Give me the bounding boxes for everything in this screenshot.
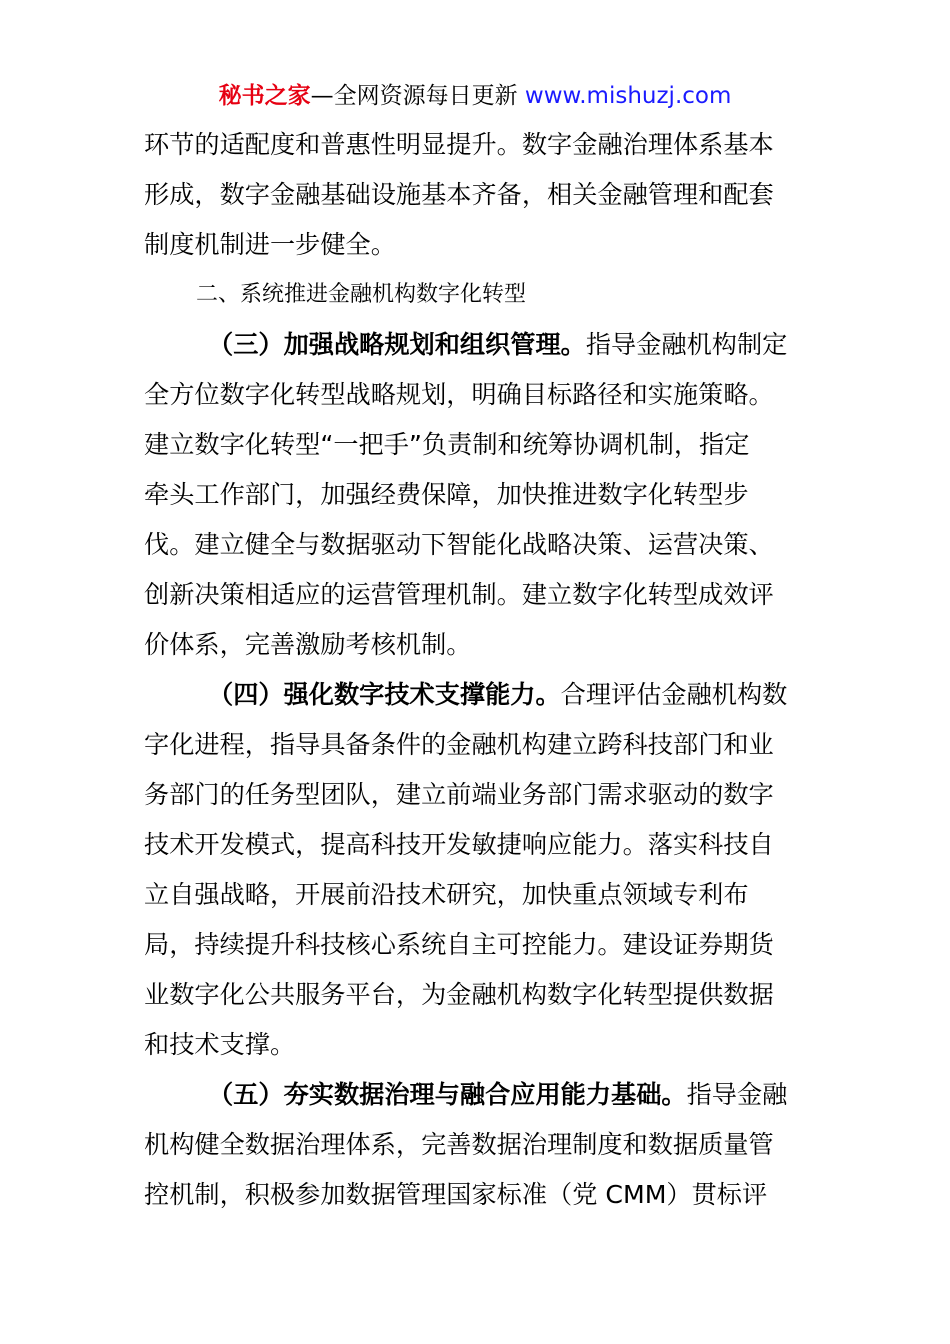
- line-text: 局，持续提升科技核心系统自主可控能力。建设证券期货: [144, 930, 774, 959]
- text-line: [144, 520, 814, 570]
- subsection-title: （五）夯实数据治理与融合应用能力基础。: [208, 1080, 687, 1109]
- subsection-title: （三）加强战略规划和组织管理。: [208, 330, 586, 359]
- page-header: [0, 80, 950, 112]
- line-text: 制度机制进一步健全。: [144, 230, 396, 259]
- subsection-title: （四）强化数字技术支撑能力。: [208, 680, 561, 709]
- text-line: [144, 870, 814, 920]
- paragraph-start: [144, 1070, 814, 1120]
- line-text: 和技术支撑。: [144, 1030, 296, 1059]
- text-line: [144, 620, 814, 670]
- section-heading: [144, 270, 814, 320]
- line-text: 创新决策相适应的运营管理机制。建立数字化转型成效评: [144, 580, 774, 609]
- text-line: [144, 170, 814, 220]
- text-line: [144, 570, 814, 620]
- line-text: 指导金融: [686, 1080, 788, 1109]
- line-text: 机构健全数据治理体系，完善数据治理制度和数据质量管: [144, 1130, 774, 1159]
- line-text: 务部门的任务型团队，建立前端业务部门需求驱动的数字: [144, 780, 774, 809]
- line-text: 指导金融机构制定: [585, 330, 788, 359]
- line-text: 伐。建立健全与数据驱动下智能化战略决策、运营决策、: [144, 530, 774, 559]
- text-line: [144, 120, 814, 170]
- line-text: 合理评估金融机构数: [560, 680, 788, 709]
- line-text: 全方位数字化转型战略规划，明确目标路径和实施策略。: [144, 380, 774, 409]
- text-line: [144, 1120, 814, 1170]
- line-text: 技术开发模式，提高科技开发敏捷响应能力。落实科技自: [144, 830, 774, 859]
- text-line: [144, 1020, 814, 1070]
- text-line: [144, 770, 814, 820]
- line-text: 立自强战略，开展前沿技术研究，加快重点领域专利布: [144, 880, 749, 909]
- paragraph-start: [144, 670, 814, 720]
- line-text: 业数字化公共服务平台，为金融机构数字化转型提供数据: [144, 980, 774, 1009]
- line-text: 字化进程，指导具备条件的金融机构建立跨科技部门和业: [144, 730, 774, 759]
- site-tagline: —全网资源每日更新: [310, 83, 525, 109]
- paragraph-start: [144, 320, 814, 370]
- line-text: 建立数字化转型“一把手”负责制和统筹协调机制，指定: [144, 430, 750, 459]
- text-line: [144, 970, 814, 1020]
- text-line: [144, 220, 814, 270]
- document-body: [144, 120, 814, 1220]
- line-text: 控机制，积极参加数据管理国家标准（党 CMM）贯标评: [144, 1180, 768, 1209]
- site-url[interactable]: www.mishuzj.com: [524, 83, 732, 109]
- text-line: [144, 1170, 814, 1220]
- text-line: [144, 820, 814, 870]
- text-line: [144, 370, 814, 420]
- text-line: [144, 720, 814, 770]
- line-text: 价体系，完善激励考核机制。: [144, 630, 472, 659]
- section-heading-text: 二、系统推进金融机构数字化转型: [196, 282, 527, 307]
- text-line: [144, 920, 814, 970]
- text-line: [144, 470, 814, 520]
- site-brand: 秘书之家: [218, 83, 311, 109]
- line-text: 牵头工作部门，加强经费保障，加快推进数字化转型步: [144, 480, 749, 509]
- line-text: 形成，数字金融基础设施基本齐备，相关金融管理和配套: [144, 180, 774, 209]
- line-text: 环节的适配度和普惠性明显提升。数字金融治理体系基本: [144, 130, 774, 159]
- text-line: [144, 420, 814, 470]
